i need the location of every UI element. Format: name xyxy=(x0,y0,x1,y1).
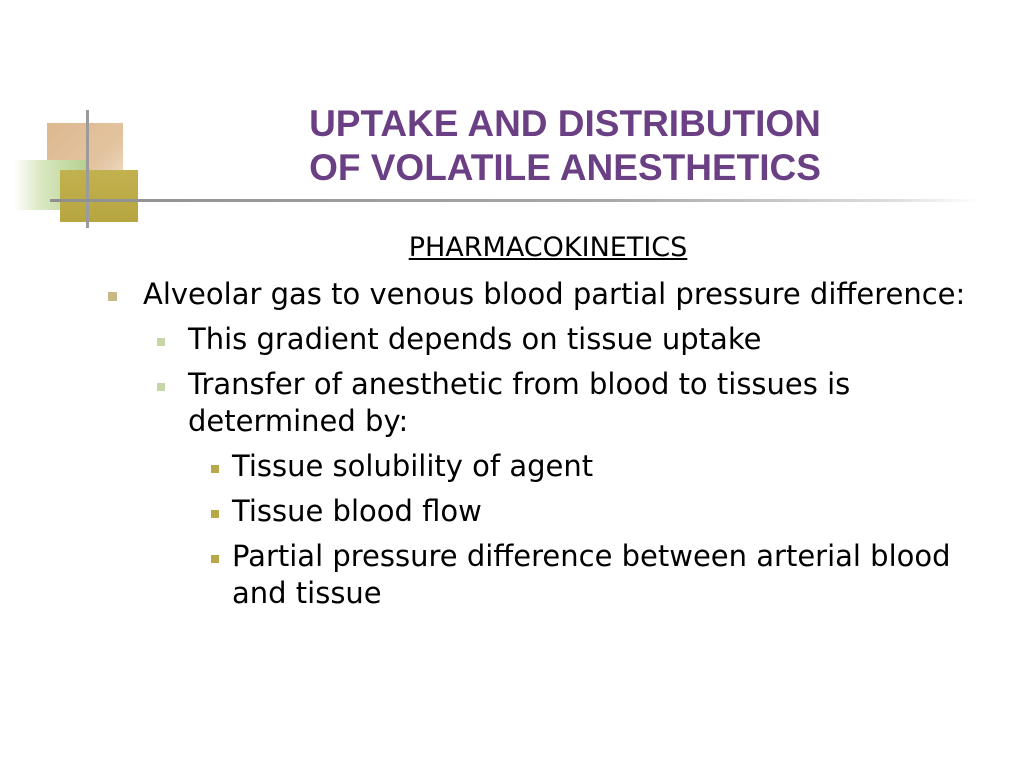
bullet-text: Transfer of anesthetic from blood to tissues is determined by: xyxy=(188,367,851,438)
square-bullet-icon xyxy=(211,510,219,518)
bullet-text: Partial pressure difference between arterial blood and tissue xyxy=(232,539,951,610)
decorative-vertical-line xyxy=(86,110,89,228)
bullet-text: Tissue solubility of agent xyxy=(232,449,594,483)
slide-title xyxy=(200,102,930,190)
slide-title-line-1: UPTAKE AND DISTRIBUTION xyxy=(309,103,821,144)
square-bullet-icon xyxy=(211,555,219,563)
bullet-item-level-3 xyxy=(0,493,1024,530)
bullet-text: Alveolar gas to venous blood partial pressure difference: xyxy=(143,277,966,311)
bullet-item-level-3 xyxy=(0,538,1024,612)
square-bullet-icon xyxy=(157,338,165,346)
title-underline-rule xyxy=(50,199,980,202)
bullet-item-level-3 xyxy=(0,448,1024,485)
bullet-list xyxy=(0,276,1024,620)
decorative-olive-square xyxy=(60,170,138,222)
square-bullet-icon xyxy=(157,383,165,391)
section-subheading: PHARMACOKINETICS xyxy=(408,232,688,263)
bullet-text: Tissue blood flow xyxy=(232,494,482,528)
square-bullet-icon xyxy=(108,292,117,301)
slide-title-line-2: OF VOLATILE ANESTHETICS xyxy=(309,147,821,188)
bullet-item-level-1 xyxy=(0,276,1024,313)
bullet-text: This gradient depends on tissue uptake xyxy=(188,322,762,356)
square-bullet-icon xyxy=(211,465,219,473)
bullet-item-level-2 xyxy=(0,321,1024,358)
bullet-item-level-2 xyxy=(0,366,1024,440)
